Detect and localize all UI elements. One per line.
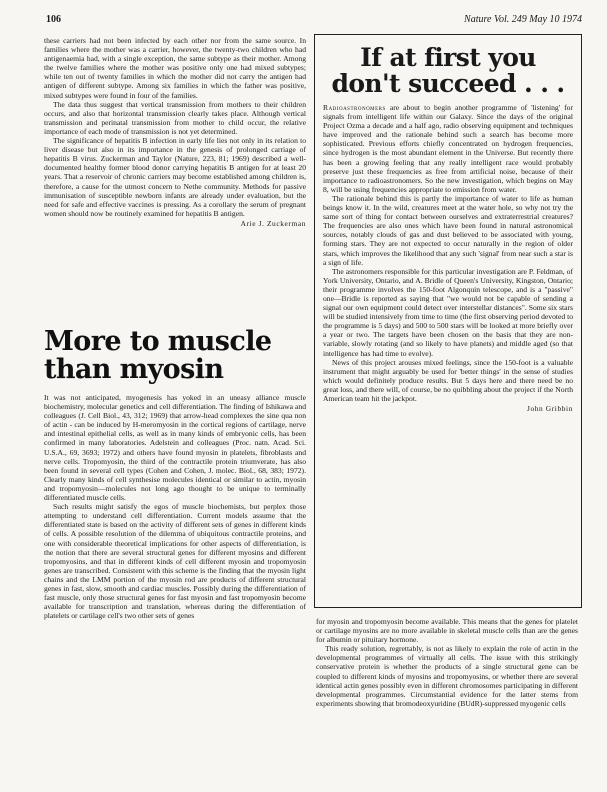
radio-article	[323, 103, 573, 413]
paragraph: The rationale behind this is partly the importance of water to life as human beings know it. In the wild, creatures meet at the water hole, so why not try the same sort of thing for contact between ourselves and extraterrestrial creatures? The frequencies are also ones which have been found in natural astronomical sources, notably clouds of gas and dust believed to be associated with young, forming stars. They are not expected to occur naturally in the region of older stars, which improves the likelihood that any such 'signal' from near such a star is a sign of life.	[323, 193, 573, 267]
radio-article-box	[314, 34, 582, 608]
muscle-article-continued	[316, 617, 578, 708]
muscle-article	[44, 393, 306, 620]
muscle-headline: More to muscle than myosin	[44, 326, 272, 385]
author-signature: Arie J. Zuckerman	[240, 218, 306, 228]
radio-headline: If at first you don't succeed . . .	[331, 43, 565, 98]
paragraph: Such results might satisfy the egos of muscle biochemists, but perplex those attempting to understand cell differentiation. Current models assume that the differentiated state is based on the activity of different sets of genes in different kinds of cells. A possible resolution of the dilemma of ubiquitous contractile proteins, and one with considerable theoretical implications for other aspects of differentiation, is the notion that there are several structural genes for different myosins and different tropomyosins, and that in different kinds of cell different myosin and tropomyosin genes are transcribed. Consistent with this scheme is the finding that the myosin light chains and the LMM portion of the myosin rod are products of different structural genes in fast, slow, smooth and cardiac muscles. Possibly during the differentiation of fast muscle, only those structural genes for fast myosin and fast tropomyosin become available for transcription and translation, whereas during the differentiation of platelets or cartilage cell's two other sets of genes	[44, 502, 306, 621]
paragraph: The astronomers responsible for this particular investigation are P. Feldman, of York University, Ontario, and A. Bridle of Queen's University, Kingston, Ontario; their programme involves the 150-foot Algonquin telescope, and is a "passive" one—Bridle is reported as saying that "we would not be capable of sending a signal our own equipment could detect over interstellar distances". Some six stars will be studied intensively from time to time (the first observing period devoted to the programme is 5 days) and 500 to 500 stars will be looked at more briefly over a year or two. The targets have been chosen on the basis that they are non-variable, slowly rotating (and so likely to have planets) and middle aged (so that intelligence has had time to evolve).	[323, 266, 573, 358]
paragraph-text: are about to begin another programme of 'listening' for signals from intelligent life within our Galaxy. Since the days of the original Project Ozma a decade and a half ago, radio observing equipment and techniques have improved and the rationale behind such a search has become more sophisticated. Previous efforts chiefly concentrated on hydrogen frequencies, since hydrogen is the most abundant element in the Universe. But recently there has been a growing feeling that any really intelligent race would probably preserve just these frequencies as free from artificial noise, because of their importance to radioastronomers. So the new investigation, which begins on May 8, will be using frequencies appropriate to emission from water.	[323, 103, 573, 194]
hepatitis-article	[44, 36, 306, 228]
paragraph: This ready solution, regrettably, is not as likely to explain the role of actin in the developmental programmes of virtually all cells. The issue with this strikingly conservative protein is whether the products of a single structural gene can be coupled to different kinds of myosins and tropomyosins, or whether there are several identical actin genes possibly even in different chromosomes participating in different developmental programmes. Circumstantial evidence for the latter stems from experiments showing that bromodeoxyuridine (BUdR)-suppressed myogenic cells	[316, 644, 578, 708]
lead-word: Radioastronomers	[323, 103, 386, 112]
journal-page	[30, 8, 590, 780]
running-head	[46, 14, 582, 30]
paragraph: News of this project arouses mixed feelings, since the 150-foot is a valuable instrument that might arguably be used for 'better things' in the sense of studies which would definitely produce results. But 5 days here and there need be no great loss, and there will, of course, be no quibbling about the project if the North American team hit the jackpot.	[323, 357, 573, 403]
paragraph: The data thus suggest that vertical transmission from mothers to their children occurs, and also that horizontal transmission clearly takes place. Although vertical transmission and perinatal transmission from mother to child occur, the relative importance of each mode of transmission is not yet determined.	[44, 99, 306, 136]
paragraph	[323, 103, 573, 194]
page-number: 106	[46, 14, 61, 25]
paragraph: for myosin and tropomyosin become available. This means that the genes for platelet or cartilage myosins are no more available in skeletal muscle cells than are the genes for albumin or pituitary hormone.	[316, 617, 578, 645]
paragraph: It was not anticipated, myogenesis has yoked in an uneasy alliance muscle biochemistry, molecular genetics and cell differentiation. The finding of Ishikawa and colleagues (J. Cell Biol., 43, 312; 1969) that arrow-head complexes the sine qua non of actin - can be induced by H-meromyosin in the cortical regions of cartilage, nerve and intestinal epithelial cells, as well as in many kinds of embryonic cells, has been confirmed in many laboratories. Adelstein and colleagues (Proc. natn. Acad. Sci. U.S.A., 69, 3693; 1972) and others have found myosin in platelets, fibroblasts and nerve cells. Tropomyosin, the third of the contractile protein triumverate, has also been found in several cell types (Cohen and Cohen, J. molec. Biol., 68, 383; 1972). Clearly many kinds of cell synthesise molecules identical or similar to actin, myosin and tropomyosin—molecules not long ago thought to be unique to terminally differentiated muscle cells.	[44, 393, 306, 503]
journal-citation: Nature Vol. 249 May 10 1974	[464, 14, 582, 25]
paragraph: The significance of hepatitis B infection in early life lies not only in its relation to liver disease but also in its importance in the genesis of prolonged carriage of hepatitis B virus. Zuckerman and Taylor (Nature, 223, 81; 1969) described a well-documented healthy former blood donor carrying hepatitis B antigen for at least 20 years. That a reservoir of chronic carriers may become established among children is, therefore, a cause for the utmost concern to Nethe community. Methods for passive immunisation of susceptible newborn infants are already under evaluation, but the need for safe and effective vaccines is pressing. As a corollary the serum of pregnant women should now be routinely examined for hepatitis B antigen.	[44, 136, 306, 218]
paragraph: these carriers had not been infected by each other nor from the same source. In families where the mother was a carrier, however, the twenty-two children who had antigenaemia had, with a single exception, the same subtype as their mother. Among the twelve families where the mother was positive only one had mixed subtypes; while ten out of twenty families in which the mother did not carry the antigen had antigen of different subtype. Among six families in which the father was positive, mixed subtypes were found in four of the families.	[44, 36, 306, 100]
author-signature: John Gribbin	[526, 404, 573, 414]
